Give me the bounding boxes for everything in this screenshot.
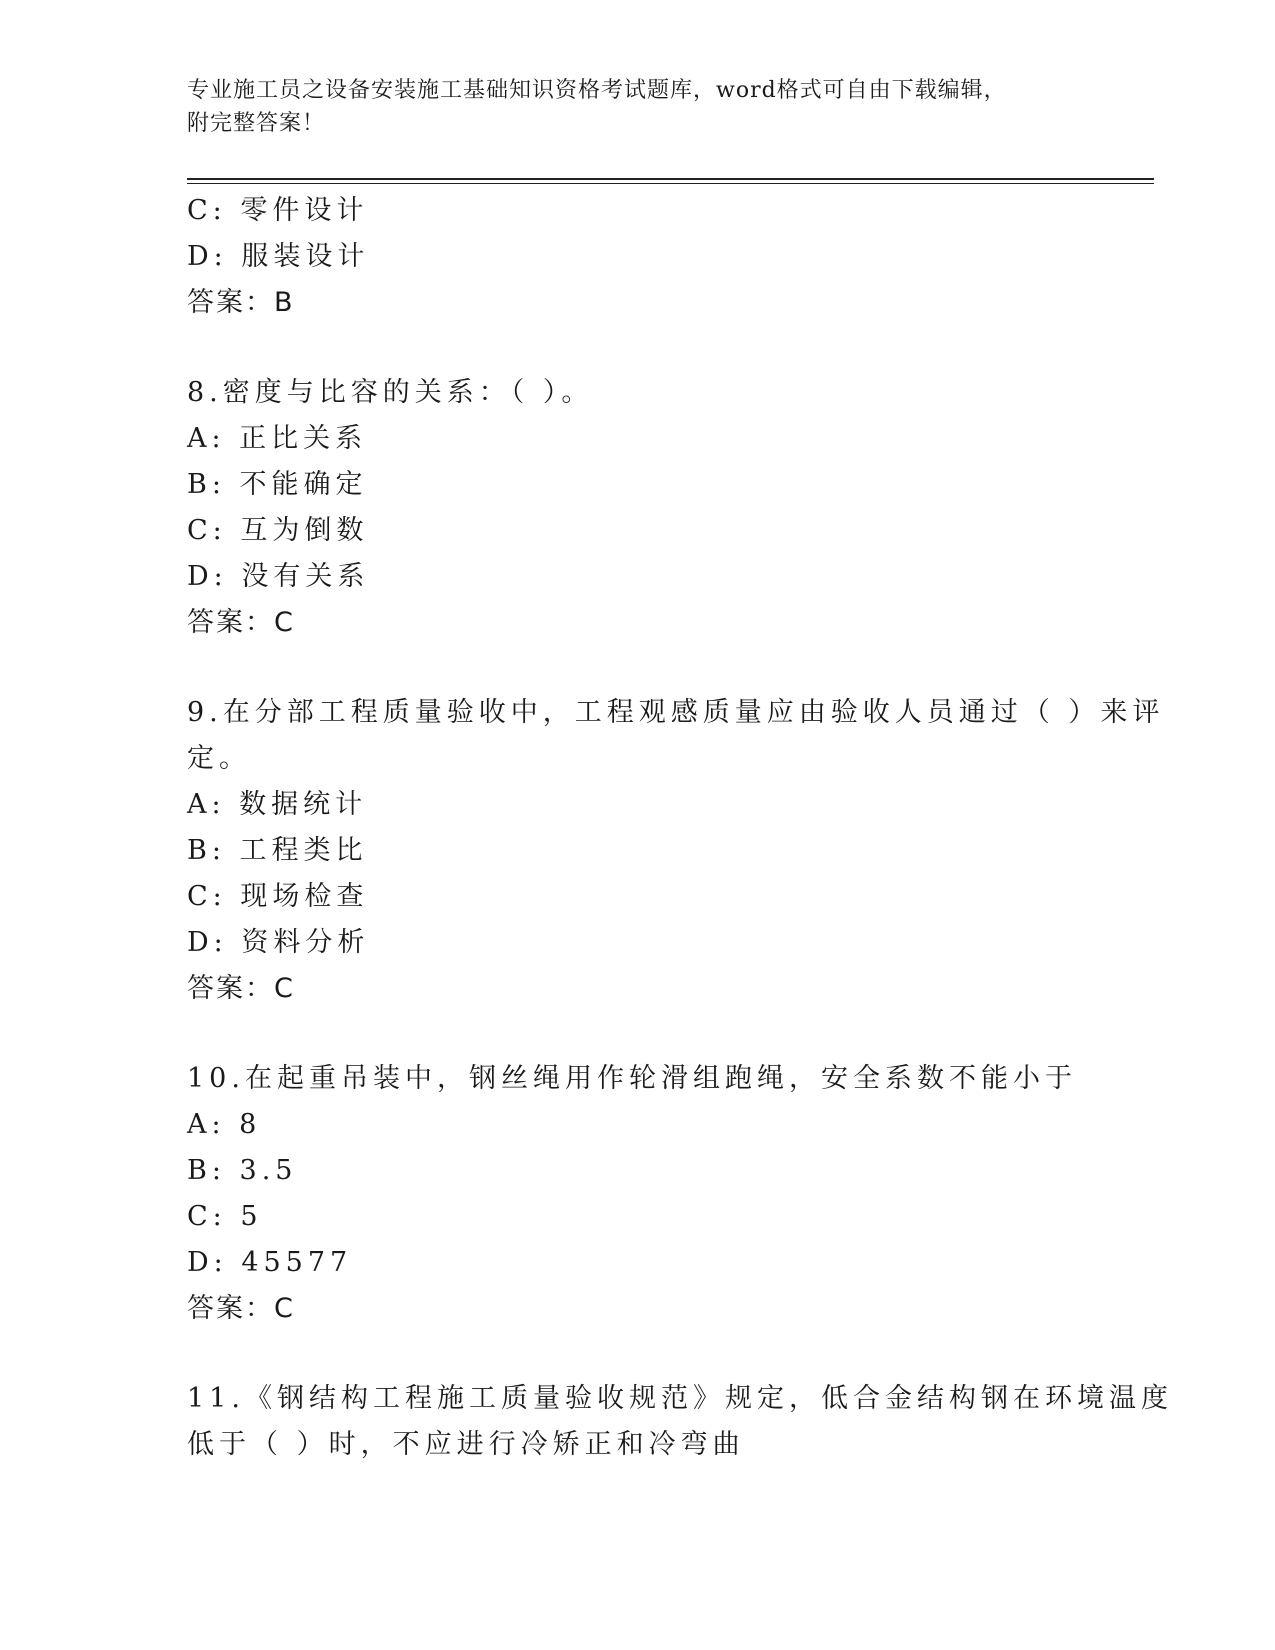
option-b: B: 工程类比 [187, 835, 368, 866]
option-b: B: 3.5 [187, 1155, 298, 1186]
question-text: 8.密度与比容的关系：（ ）。 [187, 377, 594, 408]
option-d: D: 资料分析 [187, 927, 370, 958]
question-7 [187, 188, 1087, 326]
document-header [187, 74, 1067, 140]
option-d: D: 服装设计 [187, 241, 370, 272]
question-text: 10.在起重吊装中，钢丝绳用作轮滑组跑绳，安全系数不能小于 [187, 1063, 1077, 1094]
option-d: D: 45577 [187, 1247, 353, 1278]
spacer [187, 326, 1087, 370]
question-9 [187, 690, 1165, 1012]
answer: 答案：C [187, 607, 295, 638]
answer: 答案：B [187, 287, 295, 318]
option-c: C: 5 [187, 1201, 263, 1232]
answer: 答案：C [187, 1293, 295, 1324]
option-b: B: 不能确定 [187, 469, 368, 500]
question-11 [187, 1376, 1173, 1468]
option-a: A: 正比关系 [187, 423, 368, 454]
question-text-continued: 低于（ ）时，不应进行冷矫正和冷弯曲 [187, 1429, 745, 1460]
answer: 答案：C [187, 973, 295, 1004]
question-text: 9.在分部工程质量验收中，工程观感质量应由验收人员通过（ ）来评 [187, 697, 1165, 728]
spacer [187, 1012, 1087, 1056]
option-d: D: 没有关系 [187, 561, 370, 592]
header-divider-thin [187, 183, 1154, 184]
question-10 [187, 1056, 1087, 1332]
spacer [187, 646, 1087, 690]
question-list [187, 188, 1173, 1468]
header-divider-thick [187, 178, 1154, 180]
option-a: A: 8 [187, 1109, 262, 1140]
header-divider [187, 178, 1154, 184]
header-line-2: 附完整答案！ [187, 111, 326, 136]
header-line-1: 专业施工员之设备安装施工基础知识资格考试题库，word格式可自由下载编辑， [187, 78, 1007, 103]
spacer [187, 1332, 1087, 1376]
option-a: A: 数据统计 [187, 789, 368, 820]
option-c: C: 零件设计 [187, 195, 369, 226]
option-c: C: 现场检查 [187, 881, 369, 912]
question-text-continued: 定。 [187, 743, 251, 774]
option-c: C: 互为倒数 [187, 515, 369, 546]
question-8 [187, 370, 1087, 646]
question-text: 11.《钢结构工程施工质量验收规范》规定，低合金结构钢在环境温度 [187, 1383, 1173, 1414]
